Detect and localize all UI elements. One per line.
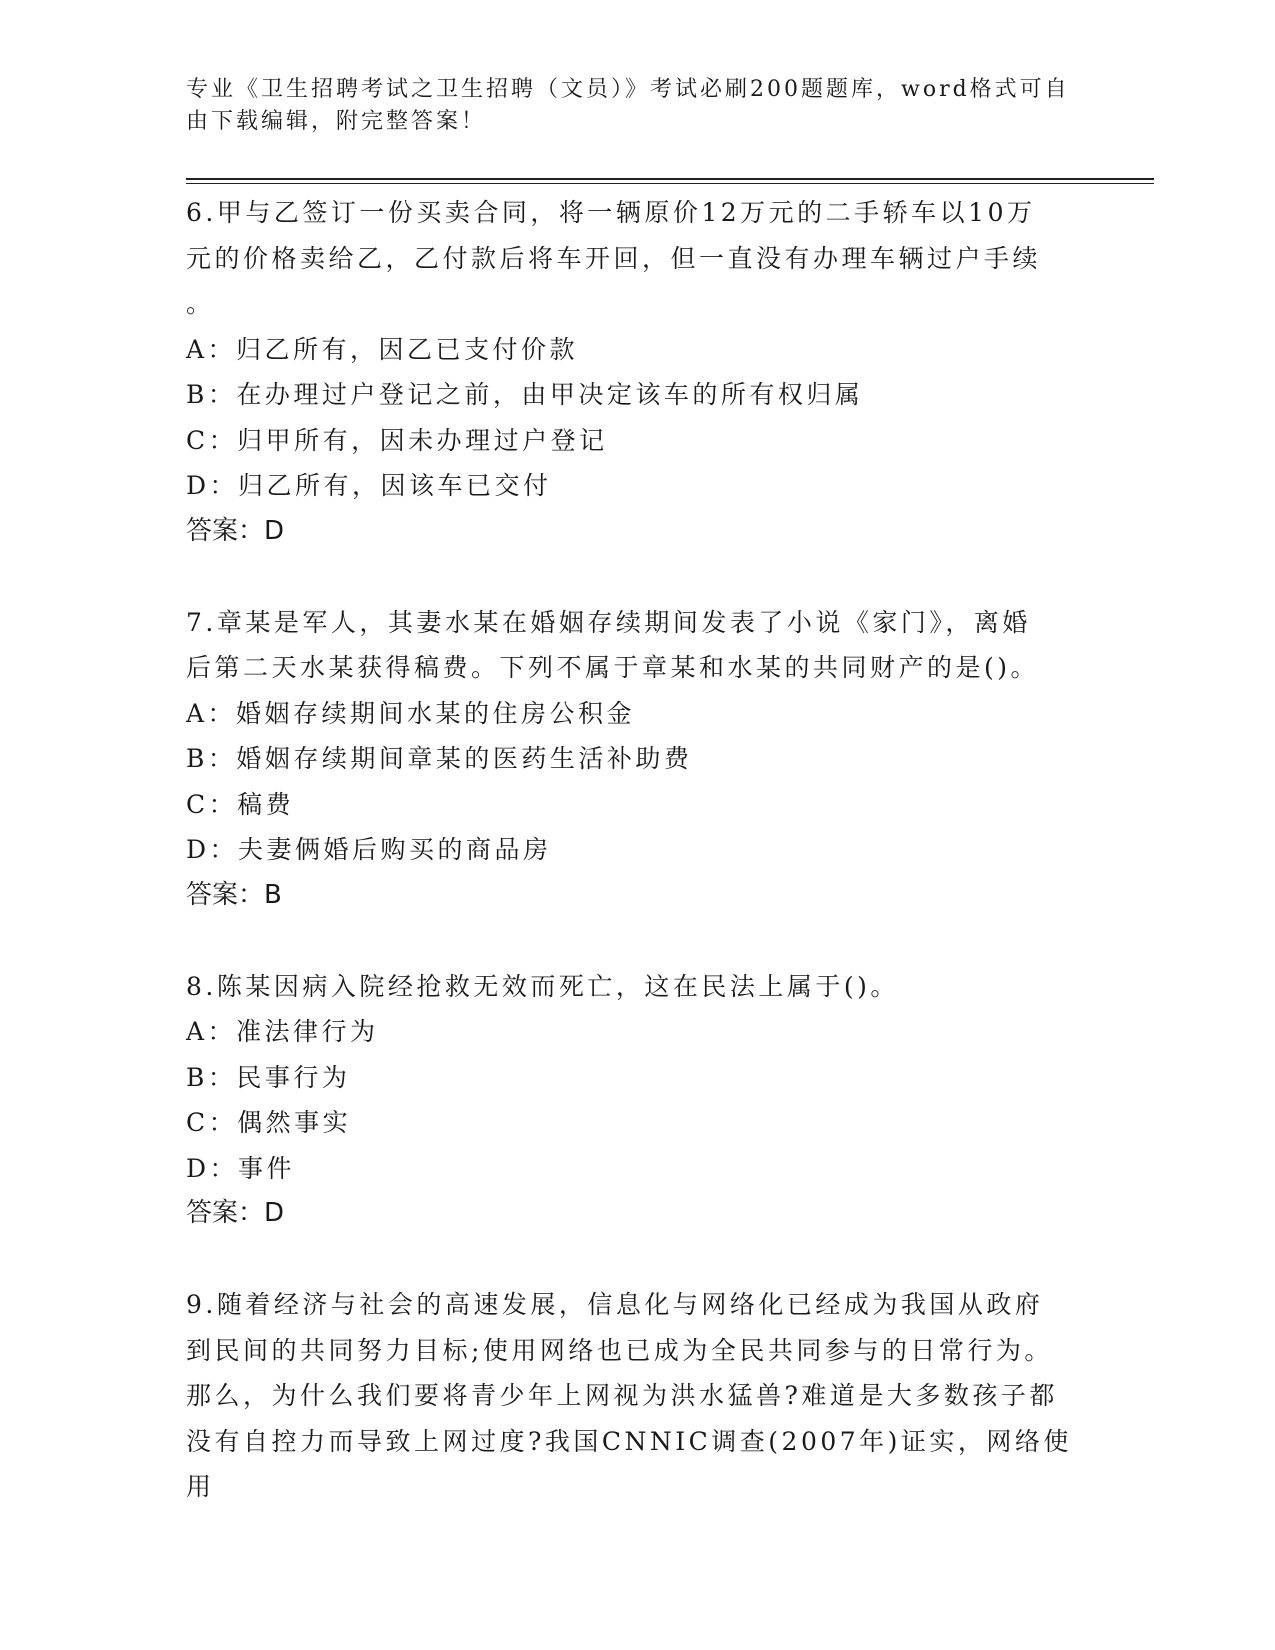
question-7-option-a: A：婚姻存续期间水某的住房公积金 — [186, 698, 636, 728]
question-6-line-2: 元的价格卖给乙，乙付款后将车开回，但一直没有办理车辆过户手续 — [186, 243, 1042, 273]
spacer — [186, 554, 1086, 600]
header-title: 专业《卫生招聘考试之卫生招聘（文员）》考试必刷200题题库，word格式可自由下载编辑，附完整答案！ — [186, 77, 1070, 134]
question-8-option-b: B：民事行为 — [186, 1062, 351, 1092]
question-8-line-1: 8.陈某因病入院经抢救无效而死亡，这在民法上属于()。 — [186, 971, 899, 1001]
question-7-option-c: C：稿费 — [186, 789, 295, 819]
question-9-line-1: 9.随着经济与社会的高速发展，信息化与网络化已经成为我国从政府 — [186, 1290, 1044, 1319]
question-6-option-b: B：在办理过户登记之前，由甲决定该车的所有权归属 — [186, 380, 864, 409]
question-7-option-d: D：夫妻俩婚后购买的商品房 — [186, 835, 552, 864]
question-8-option-c: C：偶然事实 — [186, 1108, 352, 1137]
question-8-option-d: D：事件 — [186, 1153, 296, 1183]
question-9 — [186, 1282, 1086, 1510]
spacer — [186, 918, 1086, 964]
question-7-line-2: 后第二天水某获得稿费。下列不属于章某和水某的共同财产的是()。 — [186, 653, 1040, 682]
question-8-answer: 答案：D — [186, 1198, 285, 1228]
question-list — [186, 190, 1086, 1510]
question-6-option-a: A：归乙所有，因乙已支付价款 — [186, 334, 579, 364]
spacer — [186, 1237, 1086, 1283]
question-7 — [186, 600, 1086, 919]
question-7-option-b: B：婚姻存续期间章某的医药生活补助费 — [186, 744, 693, 773]
header-rule-thin — [186, 183, 1154, 184]
question-6-line-1: 6.甲与乙签订一份买卖合同，将一辆原价12万元的二手轿车以10万 — [186, 198, 1036, 227]
question-6-option-d: D：归乙所有，因该车已交付 — [186, 471, 552, 500]
document-header — [186, 74, 1086, 138]
question-9-line-2: 到民间的共同努力目标;使用网络也已成为全民共同参与的日常行为。 — [186, 1335, 1053, 1365]
question-9-line-3: 那么，为什么我们要将青少年上网视为洪水猛兽?难道是大多数孩子都 — [186, 1381, 1058, 1410]
question-6 — [186, 190, 1086, 554]
question-6-answer: 答案：D — [186, 515, 285, 546]
question-7-line-1: 7.章某是军人，其妻水某在婚姻存续期间发表了小说《家门》，离婚 — [186, 607, 1031, 637]
question-8 — [186, 964, 1086, 1237]
header-rule-thick — [186, 178, 1154, 180]
question-6-option-c: C：归甲所有，因未办理过户登记 — [186, 425, 608, 455]
question-9-line-4: 没有自控力而导致上网过度?我国CNNIC调查(2007年)证实，网络使用 — [186, 1426, 1072, 1501]
question-8-option-a: A：准法律行为 — [186, 1017, 379, 1046]
question-7-answer: 答案：B — [186, 879, 282, 910]
question-6-line-3: 。 — [186, 289, 215, 318]
